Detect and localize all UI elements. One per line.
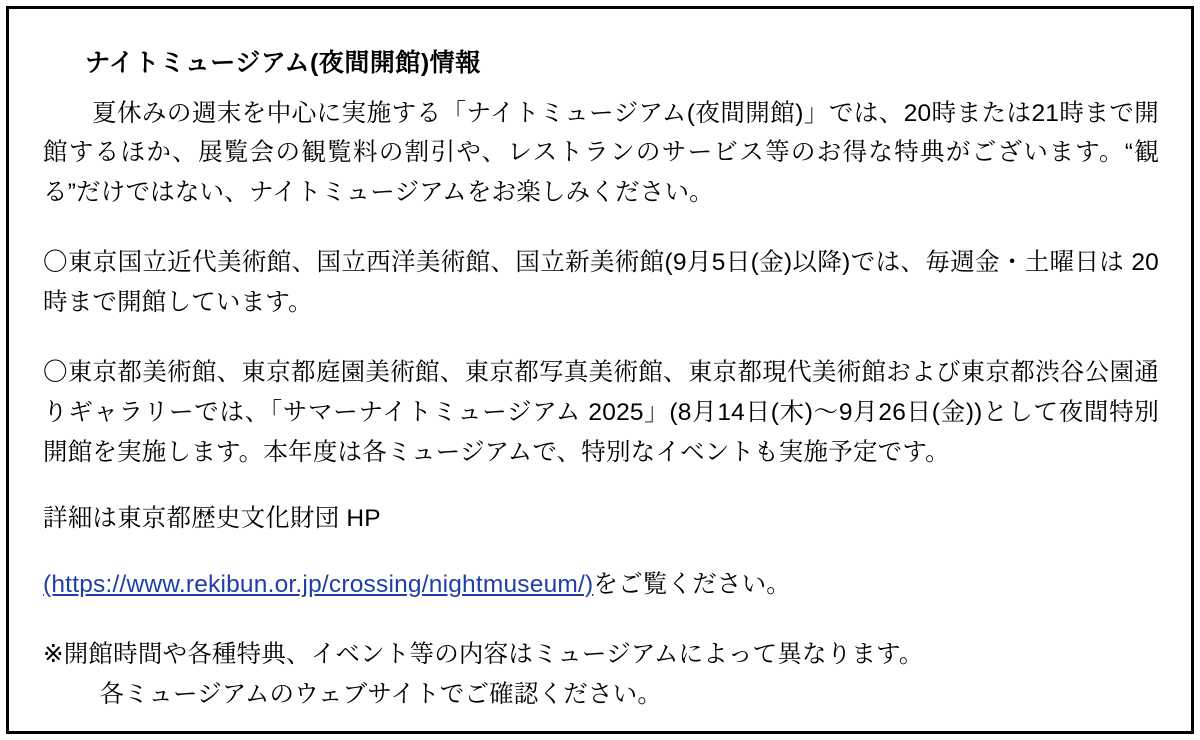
rekibun-nightmuseum-link[interactable]: (https://www.rekibun.or.jp/crossing/nightmuseum/) bbox=[43, 570, 594, 598]
paragraph-national-museums: 〇東京国立近代美術館、国立西洋美術館、国立新美術館(9月5日(金)以降)では、毎週金・土曜日は 20 時まで開館しています。 bbox=[43, 249, 1159, 317]
paragraph-link bbox=[43, 565, 1159, 605]
paragraph-intro: 夏休みの週末を中心に実施する「ナイトミュージアム(夜間開館)」では、20時または21時まで開館するほか、展覧会の観覧料の割引や、レストランのサービス等のお得な特典がございます。“観る”だけではない、ナイトミュージアムをお楽しみください。 bbox=[43, 99, 1159, 207]
document-body bbox=[43, 94, 1159, 715]
paragraph-tokyo-museums: 〇東京都美術館、東京都庭園美術館、東京都写真美術館、東京都現代美術館および東京都渋谷公園通りギャラリーでは、「サマーナイトミュージアム 2025」(8月14日(木)〜9月26日(金))として夜間特別開館を実施します。本年度は各ミュージアムで、特別なイベントも実施予定です。 bbox=[43, 359, 1159, 466]
note-line-2: 各ミュージアムのウェブサイトでご確認ください。 bbox=[99, 680, 663, 708]
note-line-1: ※開館時間や各種特典、イベント等の内容はミュージアムによって異なります。 bbox=[43, 640, 924, 668]
paragraph-note bbox=[43, 635, 1159, 715]
link-suffix-text: をご覧ください。 bbox=[593, 570, 791, 598]
paragraph-detail-line: 詳細は東京都歴史文化財団 HP bbox=[43, 504, 381, 532]
page-title: ナイトミュージアム(夜間開館)情報 bbox=[85, 49, 481, 77]
bordered-content-frame bbox=[6, 6, 1194, 734]
